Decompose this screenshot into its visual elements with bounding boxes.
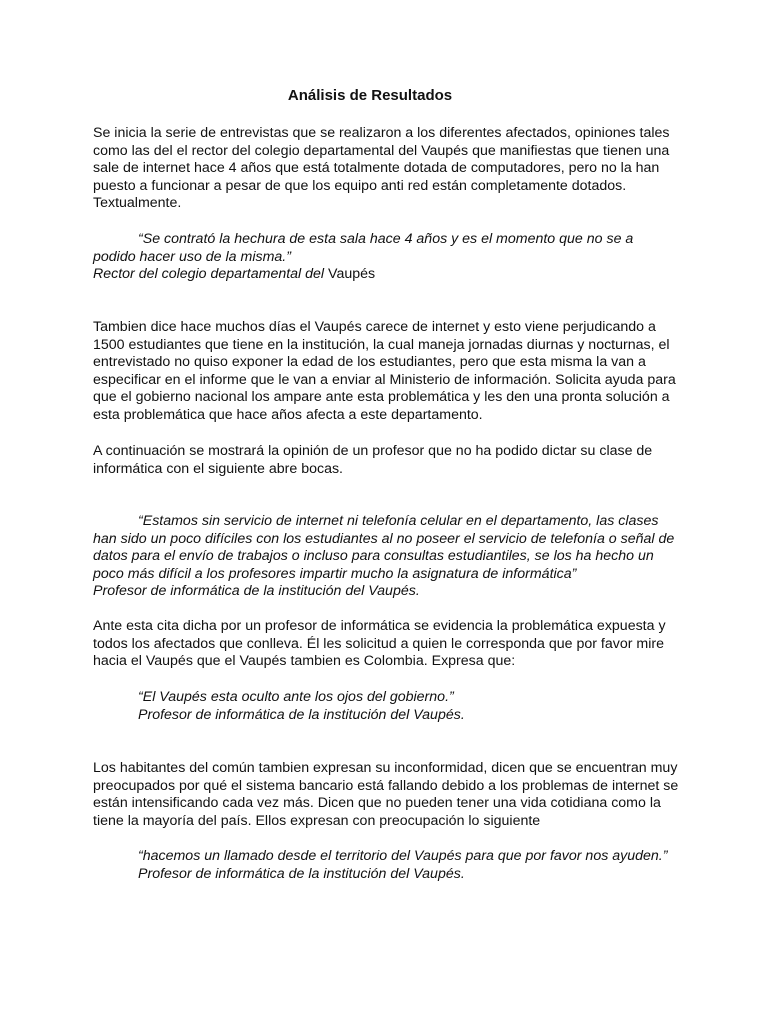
quote-inhabitants-text: “hacemos un llamado desde el territorio del Vaupés para que por favor nos ayuden.” bbox=[138, 848, 668, 864]
paragraph-evidence: Ante esta cita dicha por un profesor de informática se evidencia la problemática expuesta y todos los afectados que conlleva. Él les solicitud a quien le corresponda que por favor mire hacia el Vaupés que el Vaupés tambien es Colombia. Expresa que: bbox=[93, 618, 666, 669]
quote-rector-attribution bbox=[93, 266, 653, 284]
quote-government-attribution: Profesor de informática de la institución del Vaupés. bbox=[138, 706, 465, 723]
quote-rector bbox=[93, 231, 653, 284]
paragraph-students: Tambien dice hace muchos días el Vaupés carece de internet y esto viene perjudicando a 1500 estudiantes que tiene en la institución, la cual maneja jornadas diurnas y nocturnas, el entrevistado no quiso exponer la edad de los estudiantes, pero que esta misma la van a especificar en el informe que le van a enviar al Ministerio de información. Solicita ayuda para que el gobierno nacional los ampare ante esta problemática y les den una pronta solución a esta problemática que hace años afecta a este departamento. bbox=[93, 319, 676, 423]
document-title: Análisis de Resultados bbox=[287, 87, 453, 104]
quote-teacher bbox=[93, 513, 685, 601]
paragraph-inhabitants: Los habitantes del común tambien expresan su inconformidad, dicen que se encuentran muy preocupados por qué el sistema bancario está fallando debido a los problemas de internet se están intensificando cada vez más. Dicen que no pueden tener una vida cotidiana como la tiene la mayoría del país. Ellos expresan con preocupación lo siguiente bbox=[93, 760, 679, 829]
quote-inhabitants-attribution: Profesor de informática de la institución del Vaupés. bbox=[138, 865, 465, 882]
quote-rector-attribution-place: Vaupés bbox=[328, 266, 376, 282]
quote-government bbox=[138, 689, 698, 724]
quote-rector-text: “Se contrató la hechura de esta sala hace 4 años y es el momento que no se a podido hacer uso de la misma.” bbox=[93, 231, 634, 265]
quote-teacher-attribution: Profesor de informática de la institución del Vaupés. bbox=[93, 583, 420, 599]
quote-inhabitants bbox=[138, 848, 698, 883]
paragraph-intro: Se inicia la serie de entrevistas que se realizaron a los diferentes afectados, opiniones tales como las del el rector del colegio departamental del Vaupés que manifiestas que tienen una sale de internet hace 4 años que está totalmente dotada de computadores, pero no la han puesto a funcionar a pesar de que los equipo anti red están completamente dotados. Textualmente. bbox=[93, 125, 670, 211]
quote-government-text: “El Vaupés esta oculto ante los ojos del gobierno.” bbox=[138, 689, 454, 705]
paragraph-teacher-intro: A continuación se mostrará la opinión de un profesor que no ha podido dictar su clase de informática con el siguiente abre bocas. bbox=[93, 443, 653, 477]
quote-teacher-text: “Estamos sin servicio de internet ni telefonía celular en el departamento, las clases han sido un poco difíciles con los estudiantes al no poseer el servicio de telefonía o señal de datos para el envío de trabajos o incluso para consultas estudiantiles, se los ha hecho un poco más difícil a los profesores impartir mucho la asignatura de informática” bbox=[93, 513, 675, 582]
quote-rector-attribution-italic: Rector del colegio departamental del bbox=[93, 266, 325, 282]
